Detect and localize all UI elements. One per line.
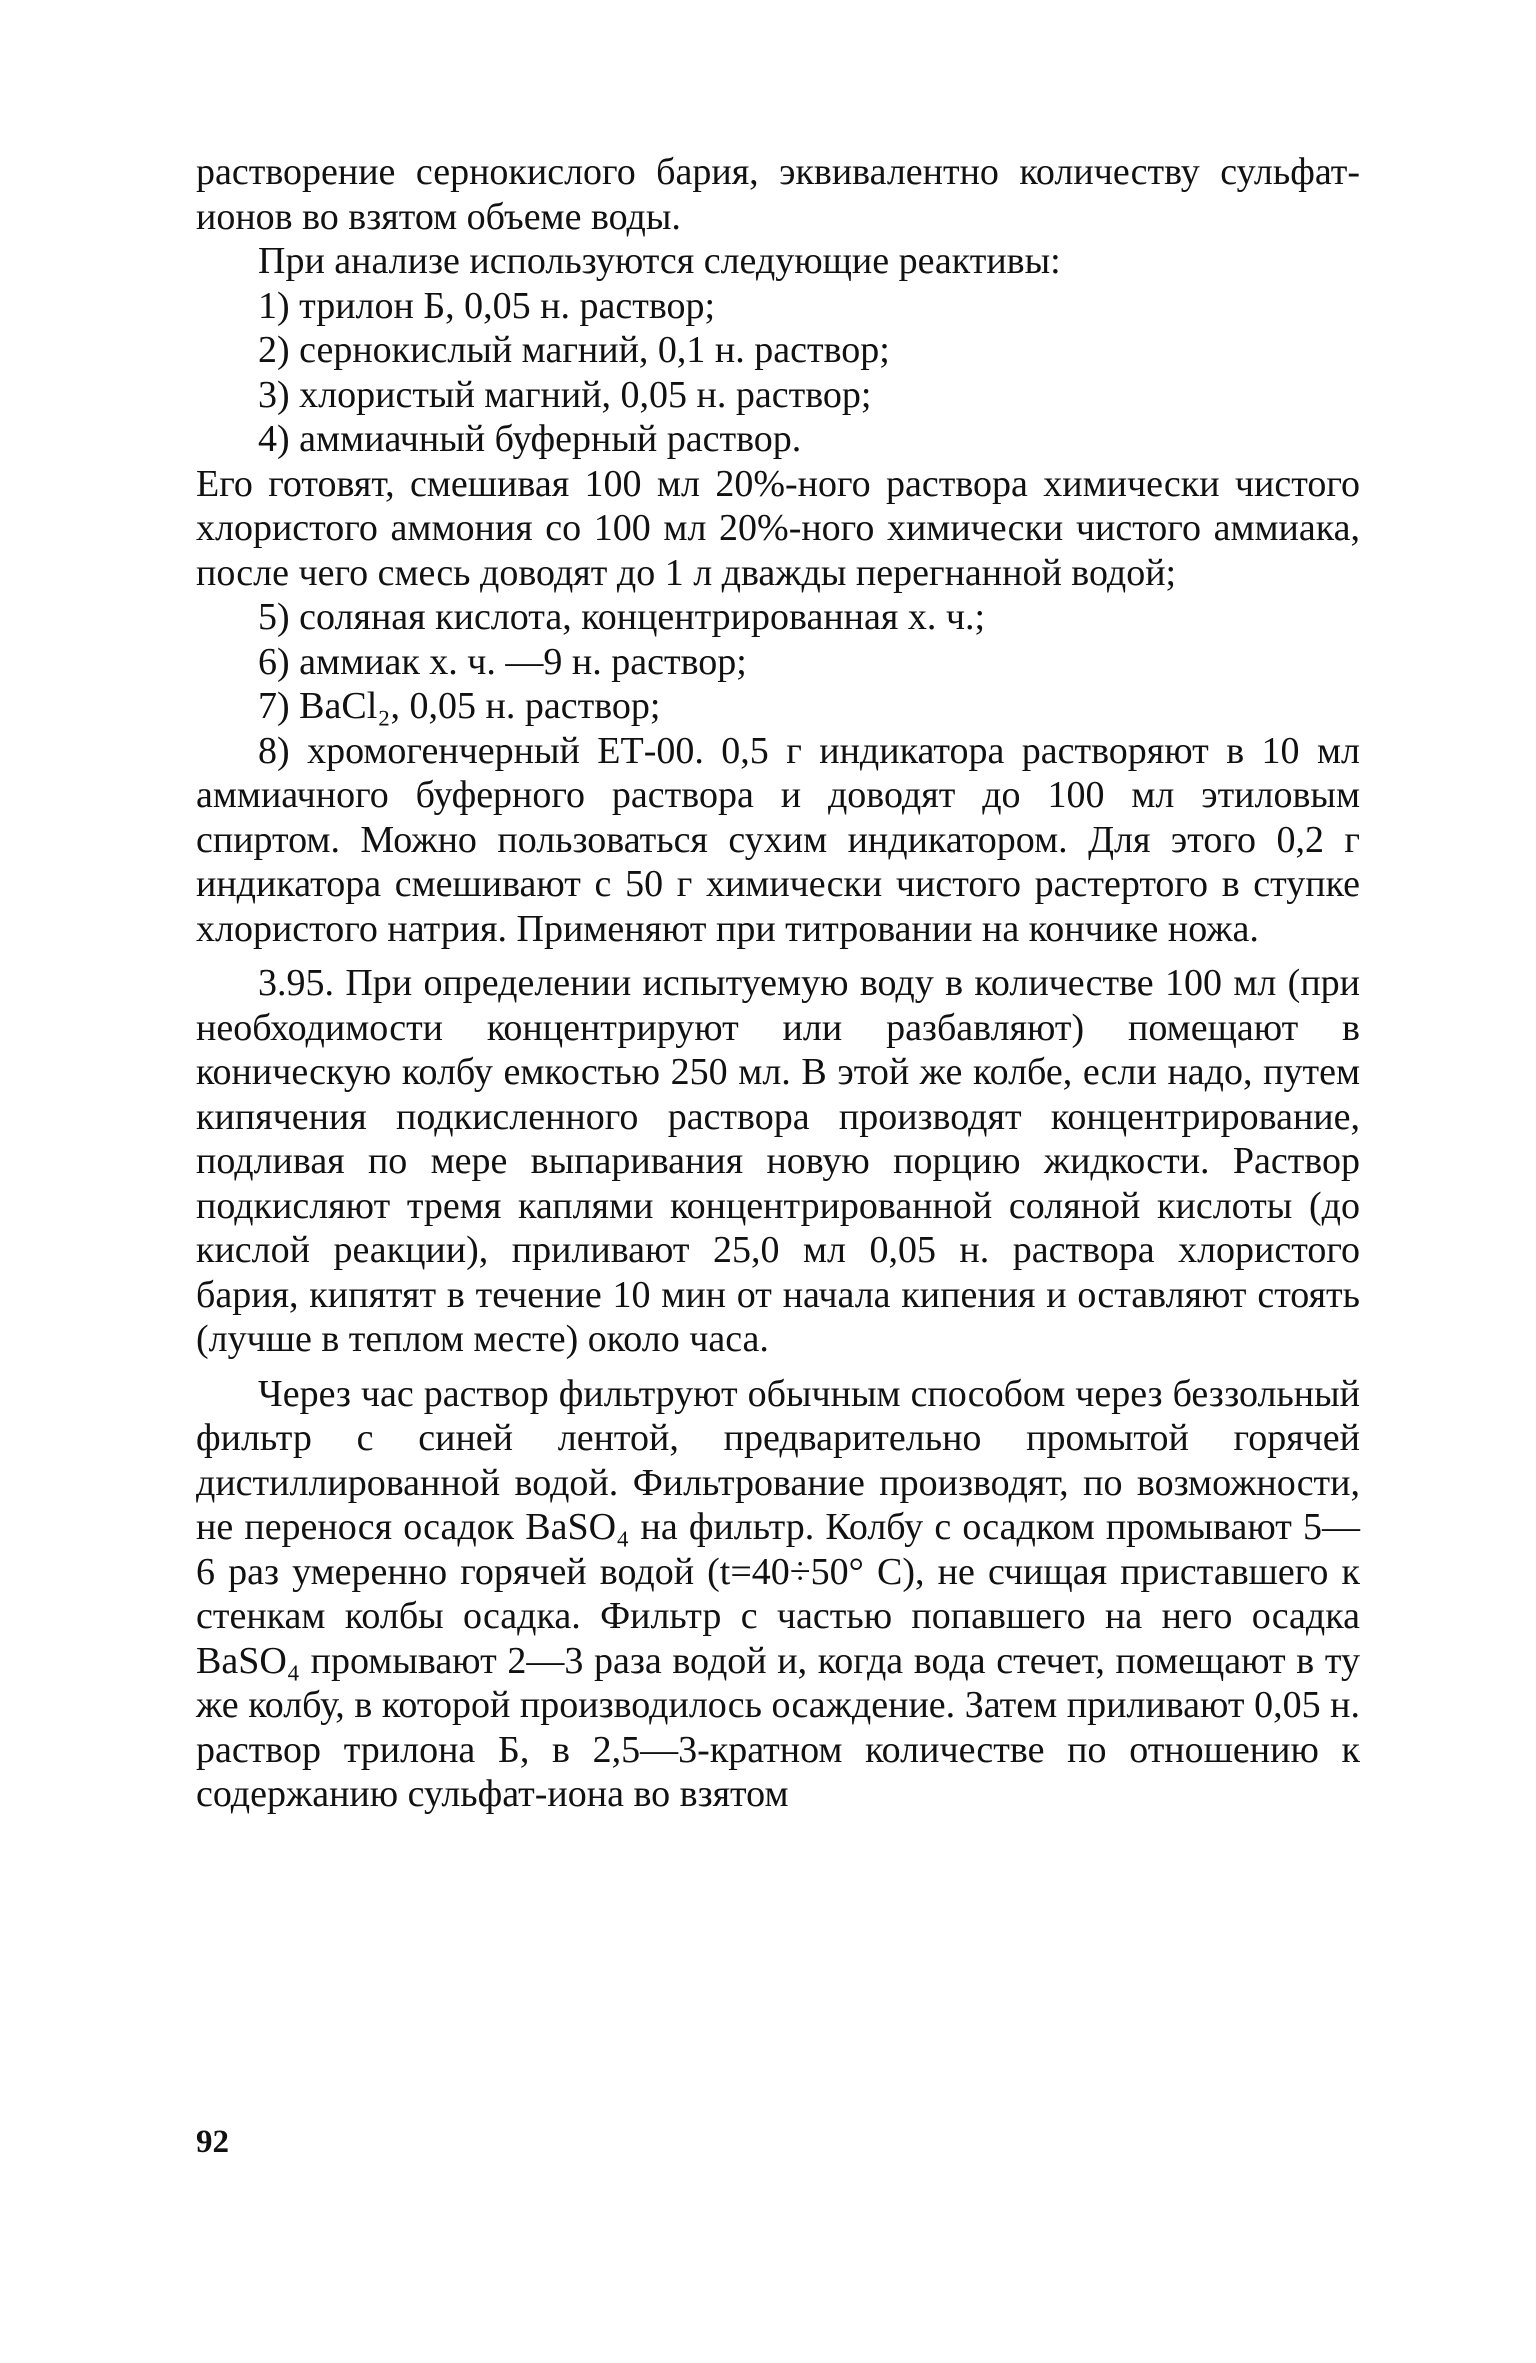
- reagent-item-5: 5) соляная кислота, концентрированная х. ч.;: [258, 596, 986, 638]
- reagent-item-3: 3) хлористый магний, 0,05 н. раствор;: [258, 373, 872, 416]
- paragraph-buffer-preparation: Его готовят, смешивая 100 мл 20%-ного раствора химически чистого хлористого аммония со 100 мл 20%-ного химически чистого аммиака, после чего смесь доводят до 1 л дважды перегнанной водой;: [196, 462, 1360, 594]
- paragraph-section-3-95: 3.95. При определении испытуемую воду в количестве 100 мл (при необходимости концентрируют или разбавляют) помещают в коническую колбу емкостью 250 мл. В этой же колбе, если надо, путем кипячения подкисленного раствора производят концентрирование, подливая по мере выпаривания новую порцию жидкости. Раствор подкисляют тремя каплями концентрированной соляной кислоты (до кислой реакции), приливают 25,0 мл 0,05 н. раствора хлористого бария, кипятят в течение 10 мин от начала кипения и оставляют стоять (лучше в теплом месте) около часа.: [196, 962, 1360, 1360]
- reagent-item-6: 6) аммиак х. ч. —9 н. раствор;: [258, 640, 747, 683]
- reagent-item-1: 1) трилон Б, 0,05 н. раствор;: [258, 284, 716, 327]
- body-text: [196, 150, 1360, 1817]
- paragraph-reagents-intro: При анализе используются следующие реактивы:: [258, 240, 1061, 282]
- paragraph-filtration: Через час раствор фильтруют обычным способом через беззольный фильтр с синей лентой, предварительно промытой горячей дистиллированной водой. Фильтрование производят, по возможности, не перенося осадок BaSO₄ на фильтр. Колбу с осадком промывают 5—6 раз умеренно горячей водой (t=40÷50° C), не счищая приставшего к стенкам колбы осадка. Фильтр с частью попавшего на него осадка BaSO₄ промывают 2—3 раза водой и, когда вода стечет, помещают в ту же колбу, в которой производилось осаждение. Затем приливают 0,05 н. раствор трилона Б, в 2,5—3-кратном количестве по отношению к содержанию сульфат-иона во взятом: [196, 1372, 1360, 1815]
- reagent-item-7: 7) BaCl₂, 0,05 н. раствор;: [258, 685, 661, 727]
- reagent-item-4: 4) аммиачный буферный раствор.: [258, 418, 802, 460]
- reagent-item-8: 8) хромогенчерный ЕТ-00. 0,5 г индикатора растворяют в 10 мл аммиачного буферного раствора и доводят до 100 мл этиловым спиртом. Можно пользоваться сухим индикатором. Для этого 0,2 г индикатора смешивают с 50 г химически чистого растертого в ступке хлористого натрия. Применяют при титровании на кончике ножа.: [196, 729, 1360, 950]
- page-number: 92: [196, 2124, 229, 2160]
- reagent-item-2: 2) сернокислый магний, 0,1 н. раствор;: [258, 329, 890, 371]
- paragraph-sulfate-equivalence: растворение сернокислого бария, эквивалентно количеству сульфат-ионов во взятом объеме воды.: [196, 151, 1360, 238]
